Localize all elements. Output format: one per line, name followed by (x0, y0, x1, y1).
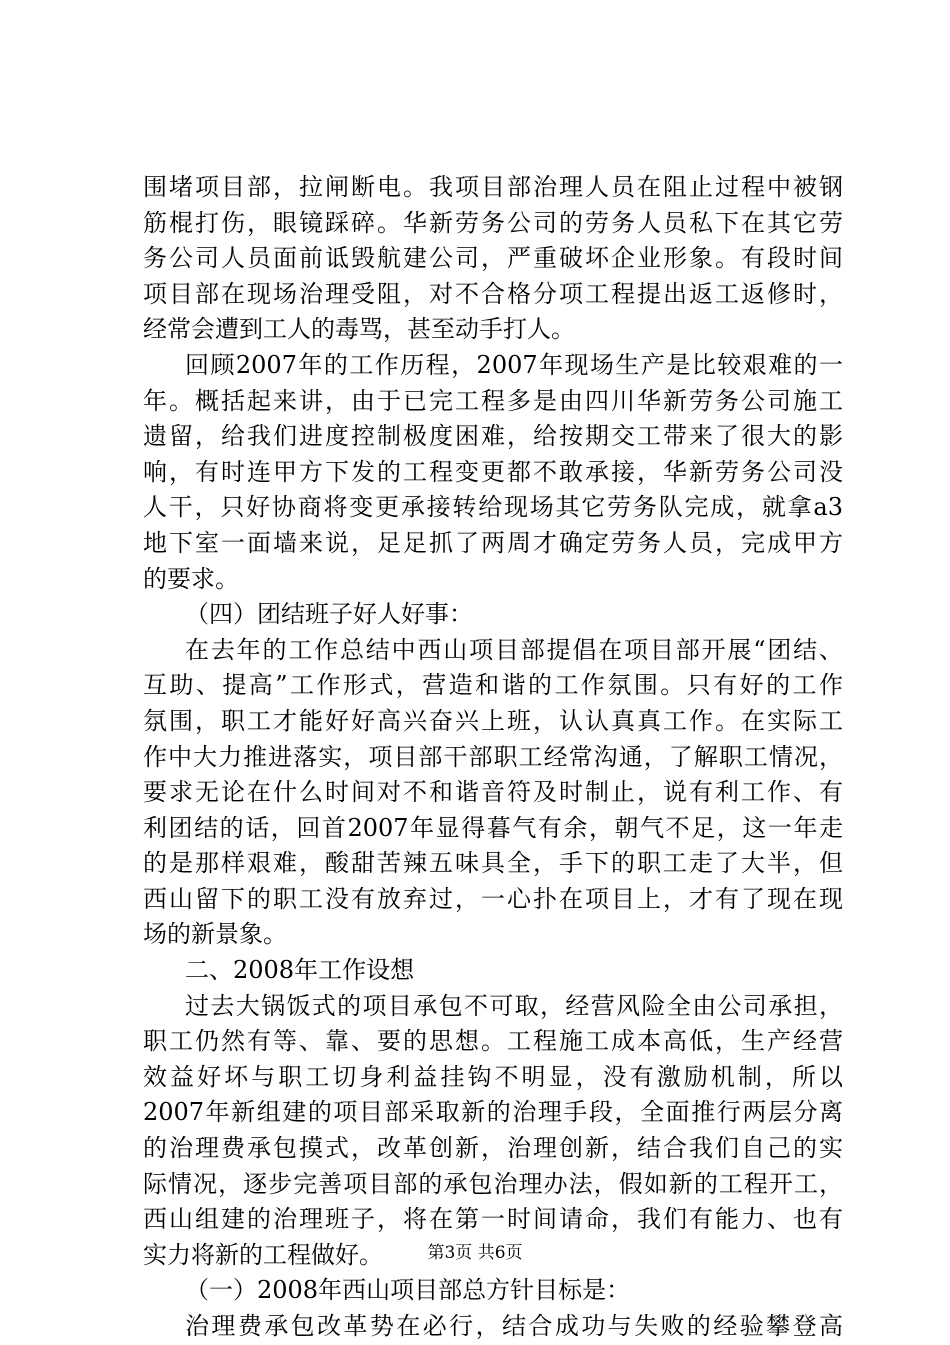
text-line: 2007年新组建的项目部采取新的治理手段，全面推行两层分离 (143, 1098, 843, 1127)
text-line: 围堵项目部，拉闸断电。我项目部治理人员在阻止过程中被钢 (143, 173, 843, 201)
text-line: 二、2008年工作设想 (185, 956, 415, 985)
text-line: 响，有时连甲方下发的工程变更都不敢承接，华新劳务公司没 (143, 457, 843, 486)
text-line: 互助、提高”工作形式，营造和谐的工作氛围。只有好的工作 (143, 671, 843, 700)
text-line: 地下室一面墙来说，足足抓了两周才确定劳务人员，完成甲方 (143, 528, 843, 557)
text-line: 回顾2007年的工作历程，2007年现场生产是比较艰难的一 (185, 350, 843, 379)
text-line: 遗留，给我们进度控制极度困难，给按期交工带来了很大的影 (143, 422, 843, 451)
text-line: 治理费承包改革势在必行，结合成功与失败的经验攀登高 (185, 1312, 843, 1340)
text-line: 的治理费承包摸式，改革创新，治理创新，结合我们自己的实 (143, 1134, 843, 1163)
text-line: （四）团结班子好人好事： (185, 600, 473, 629)
text-line: 西山组建的治理班子，将在第一时间请命，我们有能力、也有 (143, 1205, 843, 1234)
text-line: 职工仍然有等、靠、要的思想。工程施工成本高低，生产经营 (143, 1027, 843, 1056)
text-line: 利团结的话，回首2007年显得暮气有余，朝气不足，这一年走 (143, 813, 843, 842)
text-line: （一）2008年西山项目部总方针目标是： (185, 1276, 631, 1305)
page-footer: 第3页 共6页 (427, 1243, 523, 1263)
text-line: 务公司人员面前诋毁航建公司，严重破坏企业形象。有段时间 (143, 244, 843, 273)
text-line: 际情况，逐步完善项目部的承包治理办法，假如新的工程开工， (143, 1169, 843, 1198)
text-line: 实力将新的工程做好。 (143, 1240, 383, 1269)
text-line: 场的新景象。 (143, 920, 287, 949)
text-line: 的是那样艰难，酸甜苦辣五味具全，手下的职工走了大半，但 (143, 849, 843, 878)
text-line: 过去大锅饭式的项目承包不可取，经营风险全由公司承担， (185, 991, 843, 1020)
body-text (143, 170, 843, 1345)
text-line: 项目部在现场治理受阻，对不合格分项工程提出返工返修时， (143, 279, 843, 308)
text-line: 氛围，职工才能好好高兴奋兴上班，认认真真工作。在实际工 (143, 706, 843, 735)
text-line: 效益好坏与职工切身利益挂钩不明显，没有激励机制，所以 (143, 1062, 843, 1091)
text-line: 要求无论在什么时间对不和谐音符及时制止，说有利工作、有 (143, 778, 843, 807)
text-line: 作中大力推进落实，项目部干部职工经常沟通，了解职工情况， (143, 742, 843, 771)
text-line: 筋棍打伤，眼镜踩碎。华新劳务公司的劳务人员私下在其它劳 (143, 208, 843, 237)
text-line: 在去年的工作总结中西山项目部提倡在项目部开展“团结、 (185, 635, 843, 664)
text-line: 的要求。 (143, 564, 239, 593)
text-line: 人干，只好协商将变更承接转给现场其它劳务队完成，就拿a3 (143, 493, 843, 522)
text-line: 经常会遭到工人的毒骂，甚至动手打人。 (143, 315, 575, 344)
text-line: 西山留下的职工没有放弃过，一心扑在项目上，才有了现在现 (143, 884, 843, 913)
text-line: 年。概括起来讲，由于已完工程多是由四川华新劳务公司施工 (143, 386, 843, 415)
